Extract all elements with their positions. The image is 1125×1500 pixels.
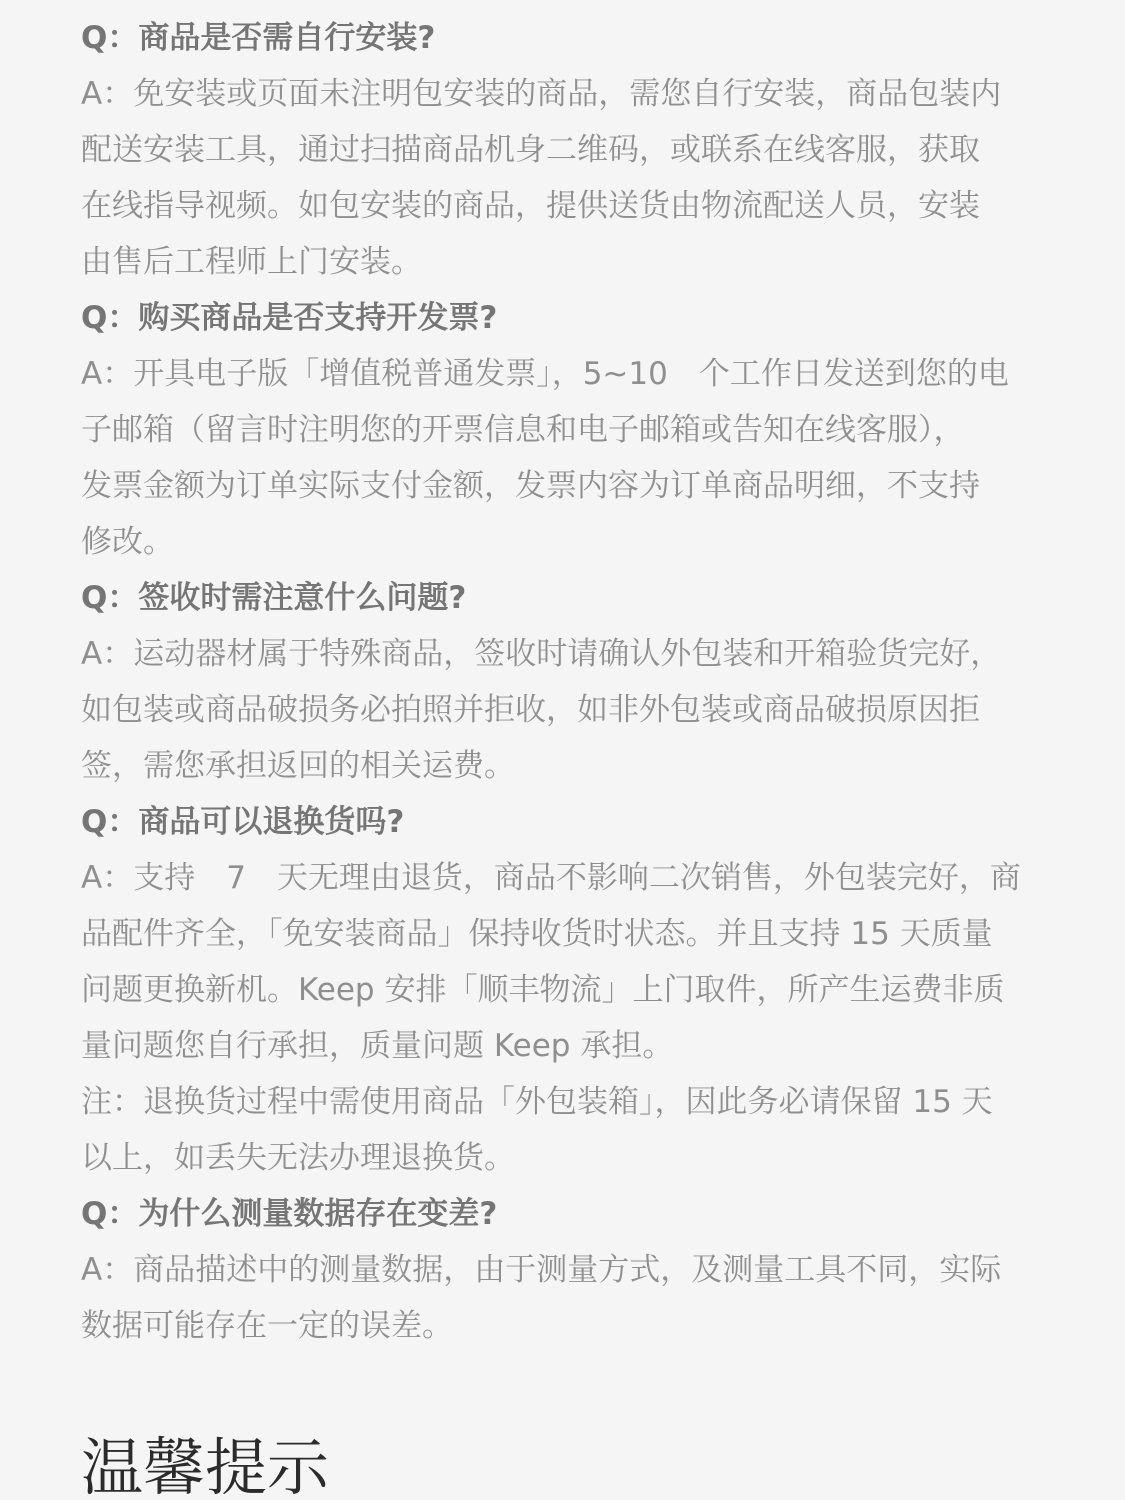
faq-note-line: 注：退换货过程中需使用商品「外包装箱」，因此务必请保留 15 天: [81, 1084, 993, 1120]
faq-item-invoice: [81, 290, 1055, 570]
faq-item-install: [81, 10, 1055, 290]
faq-answer-line: 在线指导视频。如包安装的商品，提供送货由物流配送人员，安装: [81, 188, 980, 224]
faq-answer-line: 量问题您自行承担，质量问题 Keep 承担。: [81, 1028, 674, 1064]
faq-answer-line: 品配件齐全，「免安装商品」保持收货时状态。并且支持 15 天质量: [81, 916, 993, 952]
faq-question: Q：购买商品是否支持开发票?: [81, 300, 498, 336]
faq-answer-line: 由售后工程师上门安装。: [81, 244, 422, 280]
faq-question: Q：商品可以退换货吗?: [81, 804, 405, 840]
faq-answer-line: 如包装或商品破损务必拍照并拒收，如非外包装或商品破损原因拒: [81, 692, 980, 728]
faq-answer-line: A：支持 7 天无理由退货，商品不影响二次销售，外包装完好，商: [81, 860, 1021, 896]
faq-question: Q：签收时需注意什么问题?: [81, 580, 467, 616]
faq-answer-line: 签，需您承担返回的相关运费。: [81, 748, 515, 784]
faq-item-measurement: [81, 1186, 1055, 1354]
tips-heading: 温馨提示: [81, 1431, 330, 1500]
faq-question: Q：为什么测量数据存在变差?: [81, 1196, 498, 1232]
faq-answer-line: 问题更换新机。Keep 安排「顺丰物流」上门取件，所产生运费非质: [81, 972, 1005, 1008]
faq-answer-line: A：开具电子版「增值税普通发票」，5~10 个工作日发送到您的电: [81, 356, 1009, 392]
faq-item-returns: [81, 794, 1055, 1186]
faq-note-line: 以上，如丢失无法办理退换货。: [81, 1140, 515, 1176]
faq-question: Q：商品是否需自行安装?: [81, 20, 436, 56]
faq-answer-line: 数据可能存在一定的误差。: [81, 1308, 453, 1344]
faq-answer-line: A：商品描述中的测量数据，由于测量方式，及测量工具不同，实际: [81, 1252, 1002, 1288]
faq-answer-line: A：运动器材属于特殊商品，签收时请确认外包装和开箱验货完好，: [81, 636, 1002, 672]
faq-answer-line: 配送安装工具，通过扫描商品机身二维码，或联系在线客服，获取: [81, 132, 980, 168]
faq-item-signing: [81, 570, 1055, 794]
faq-answer-line: 修改。: [81, 524, 174, 560]
faq-answer-line: 发票金额为订单实际支付金额，发票内容为订单商品明细，不支持: [81, 468, 980, 504]
faq-answer-line: 子邮箱（留言时注明您的开票信息和电子邮箱或告知在线客服），: [81, 412, 965, 448]
faq-answer-line: A：免安装或页面未注明包安装的商品，需您自行安装，商品包装内: [81, 76, 1002, 112]
